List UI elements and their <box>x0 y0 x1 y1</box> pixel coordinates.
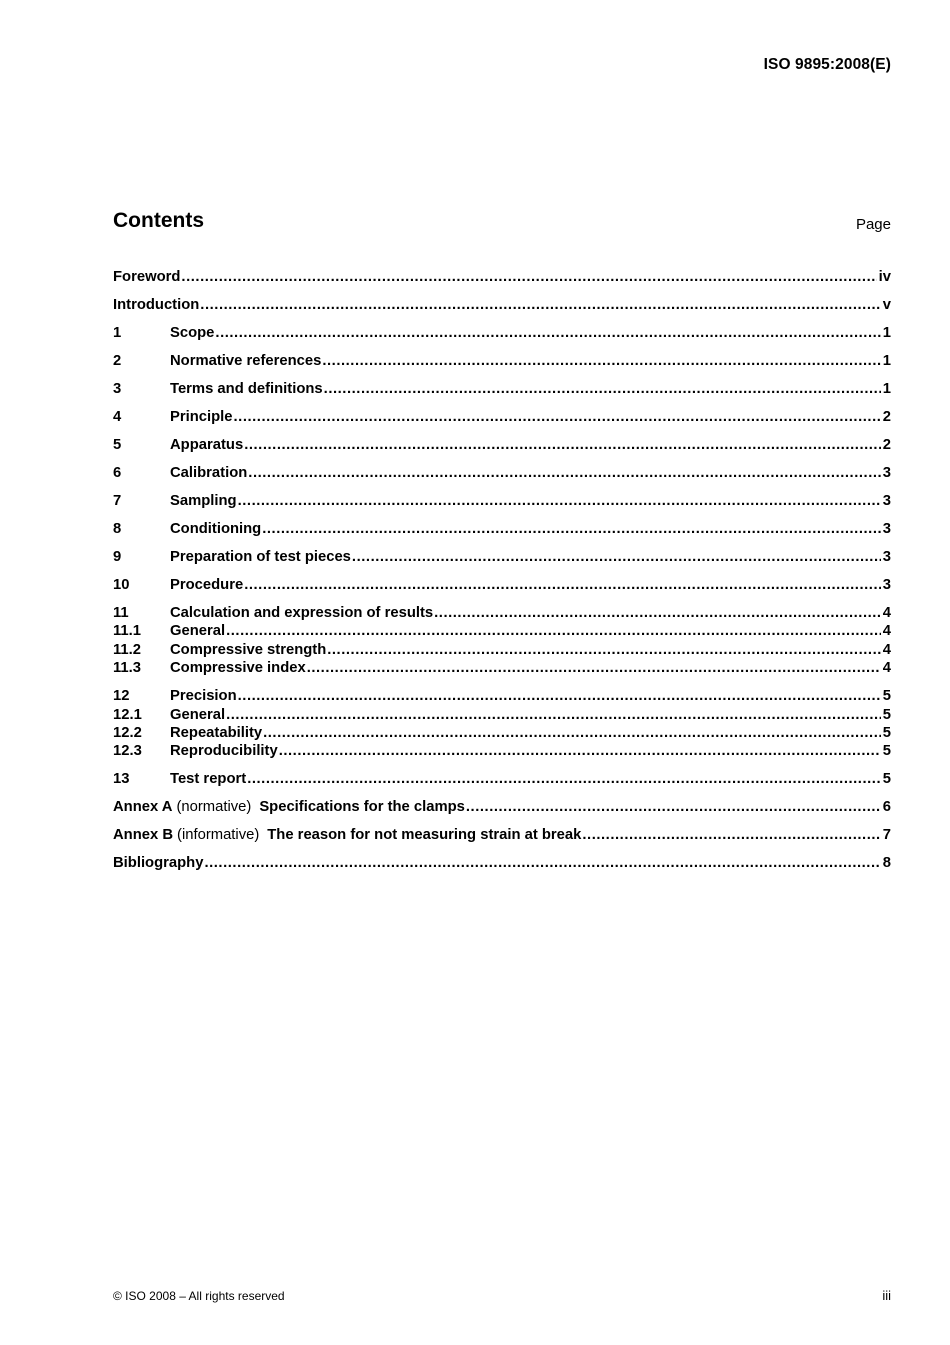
toc-entry-page: 4 <box>882 623 891 640</box>
toc-entry-page: 4 <box>882 641 891 658</box>
toc-entry-page: 8 <box>882 855 891 872</box>
toc-dot-leader <box>327 641 881 659</box>
toc-entry-clause-11-2[interactable] <box>113 641 891 659</box>
toc-dot-leader <box>582 826 880 844</box>
toc-entry-clause-10[interactable] <box>113 576 891 594</box>
toc-entry-number: 8 <box>113 521 122 537</box>
toc-dot-leader <box>262 520 881 538</box>
toc-entry-number: 7 <box>113 493 122 509</box>
toc-entry-page: 2 <box>882 409 891 425</box>
toc-dot-leader <box>200 296 880 314</box>
toc-entry-number: 2 <box>113 353 122 369</box>
toc-dot-leader <box>434 604 881 622</box>
toc-entry-title: The reason for not measuring strain at break <box>267 827 582 844</box>
toc-entry-number: 12.1 <box>113 706 142 723</box>
toc-entry-clause-13[interactable] <box>113 770 891 788</box>
toc-entry-page: 1 <box>882 325 891 341</box>
toc-entry-number: 6 <box>113 465 122 481</box>
toc-entry-title: Principle <box>170 409 233 425</box>
toc-entry-clause-5[interactable] <box>113 436 891 454</box>
toc-entry-clause-6[interactable] <box>113 464 891 482</box>
toc-entry-clause-7[interactable] <box>113 492 891 510</box>
toc-dot-leader <box>226 706 881 724</box>
toc-dot-leader <box>307 659 881 677</box>
toc-entry-clause-2[interactable] <box>113 352 891 370</box>
toc-entry-page: 4 <box>882 605 891 621</box>
toc-dot-leader <box>466 798 881 816</box>
toc-entry-title: Terms and definitions <box>170 381 323 397</box>
toc-entry-title: Bibliography <box>113 855 204 872</box>
toc-entry-number: 12 <box>113 688 130 705</box>
toc-dot-leader <box>181 268 876 286</box>
toc-entry-title: Calculation and expression of results <box>170 605 434 621</box>
toc-annex-kind: (normative) <box>176 799 252 816</box>
toc-dot-leader <box>352 548 881 566</box>
toc-dot-leader <box>215 324 880 342</box>
toc-entry-number: 13 <box>113 771 130 788</box>
toc-entry-title: Test report <box>170 771 247 788</box>
toc-dot-leader <box>248 464 880 482</box>
toc-entry-annex-b[interactable] <box>113 826 891 844</box>
toc-entry-title: Preparation of test pieces <box>170 549 351 565</box>
toc-dot-leader <box>244 436 881 454</box>
toc-entry-title: Specifications for the clamps <box>259 799 465 816</box>
toc-entry-number: 9 <box>113 549 122 565</box>
toc-dot-leader <box>279 742 881 760</box>
toc-entry-introduction[interactable] <box>113 296 891 314</box>
toc-dot-leader <box>322 352 880 370</box>
toc-dot-leader <box>226 622 881 640</box>
toc-entry-clause-11-1[interactable] <box>113 622 891 640</box>
toc-entry-title: Introduction <box>113 297 200 313</box>
toc-entry-clause-12-2[interactable] <box>113 724 891 742</box>
toc-entry-number: 11.1 <box>113 623 141 640</box>
toc-entry-title: Scope <box>170 325 215 341</box>
toc-entry-number: 12.3 <box>113 743 142 760</box>
toc-dot-leader <box>247 770 881 788</box>
footer-copyright: © ISO 2008 – All rights reserved <box>113 1289 285 1303</box>
toc-entry-title: Compressive strength <box>170 641 327 658</box>
toc-entry-clause-1[interactable] <box>113 324 891 342</box>
toc-entry-title: Calibration <box>170 465 248 481</box>
toc-entry-page: 7 <box>882 827 891 844</box>
toc-entry-title: Conditioning <box>170 521 262 537</box>
toc-entry-number: 4 <box>113 409 122 425</box>
toc-entry-page: 5 <box>882 688 891 705</box>
toc-entry-page: 5 <box>882 771 891 788</box>
toc-entry-number: 11.3 <box>113 660 141 677</box>
toc-entry-bibliography[interactable] <box>113 854 891 872</box>
toc-entry-clause-12[interactable] <box>113 687 891 705</box>
toc-dot-leader <box>238 492 881 510</box>
toc-entry-number: 11.2 <box>113 641 141 658</box>
toc-entry-title: General <box>170 706 226 723</box>
toc-entry-page: 1 <box>882 353 891 369</box>
toc-entry-clause-12-3[interactable] <box>113 742 891 760</box>
toc-entry-number: 5 <box>113 437 122 453</box>
page-column-label: Page <box>855 216 891 233</box>
toc-entry-title: Procedure <box>170 577 244 593</box>
toc-entry-title: Precision <box>170 688 237 705</box>
toc-entry-page: 3 <box>882 493 891 509</box>
toc-entry-title: General <box>170 623 226 640</box>
toc-entry-page: 4 <box>882 660 891 677</box>
toc-entry-title: Apparatus <box>170 437 244 453</box>
toc-entry-page: 3 <box>882 549 891 565</box>
toc-entry-number: 12.2 <box>113 725 142 742</box>
toc-entry-page: 3 <box>882 465 891 481</box>
toc-dot-leader <box>204 854 880 872</box>
toc-annex-kind: (informative) <box>177 827 260 844</box>
toc-dot-leader <box>234 408 881 426</box>
toc-entry-number: 11 <box>113 605 129 621</box>
footer-page-number: iii <box>882 1288 891 1303</box>
toc-entry-title: Normative references <box>170 353 322 369</box>
toc-entry-number: 10 <box>113 577 130 593</box>
document-id: ISO 9895:2008(E) <box>763 56 891 73</box>
toc-entry-title: Foreword <box>113 269 181 285</box>
toc-dot-leader <box>324 380 881 398</box>
toc-entry-page: 5 <box>882 725 891 742</box>
toc-entry-title: Compressive index <box>170 660 306 677</box>
contents-title: Contents <box>113 209 204 232</box>
toc-entry-page: 3 <box>882 577 891 593</box>
toc-entry-page: v <box>882 297 891 313</box>
toc-entry-page: 1 <box>882 381 891 397</box>
toc-annex-label: Annex B <box>113 827 174 844</box>
toc-dot-leader <box>244 576 881 594</box>
toc-entry-clause-11[interactable] <box>113 604 891 622</box>
toc-entry-page: iv <box>878 269 891 285</box>
toc-entry-clause-12-1[interactable] <box>113 706 891 724</box>
toc-entry-clause-3[interactable] <box>113 380 891 398</box>
toc-entry-foreword[interactable] <box>113 268 891 286</box>
toc-entry-number: 3 <box>113 381 122 397</box>
toc-entry-page: 2 <box>882 437 891 453</box>
toc-entry-clause-4[interactable] <box>113 408 891 426</box>
toc-entry-title: Sampling <box>170 493 237 509</box>
toc-entry-page: 3 <box>882 521 891 537</box>
toc-entry-page: 6 <box>882 799 891 816</box>
table-of-contents <box>113 268 891 873</box>
toc-entry-annex-a[interactable] <box>113 798 891 816</box>
toc-entry-title: Repeatability <box>170 725 263 742</box>
toc-entry-page: 5 <box>882 706 891 723</box>
toc-annex-label: Annex A <box>113 799 173 816</box>
toc-dot-leader <box>238 687 881 705</box>
toc-entry-clause-9[interactable] <box>113 548 891 566</box>
toc-entry-title: Reproducibility <box>170 743 278 760</box>
toc-entry-number: 1 <box>113 325 122 341</box>
toc-entry-clause-11-3[interactable] <box>113 659 891 677</box>
toc-entry-page: 5 <box>882 743 891 760</box>
toc-entry-clause-8[interactable] <box>113 520 891 538</box>
toc-dot-leader <box>263 724 881 742</box>
